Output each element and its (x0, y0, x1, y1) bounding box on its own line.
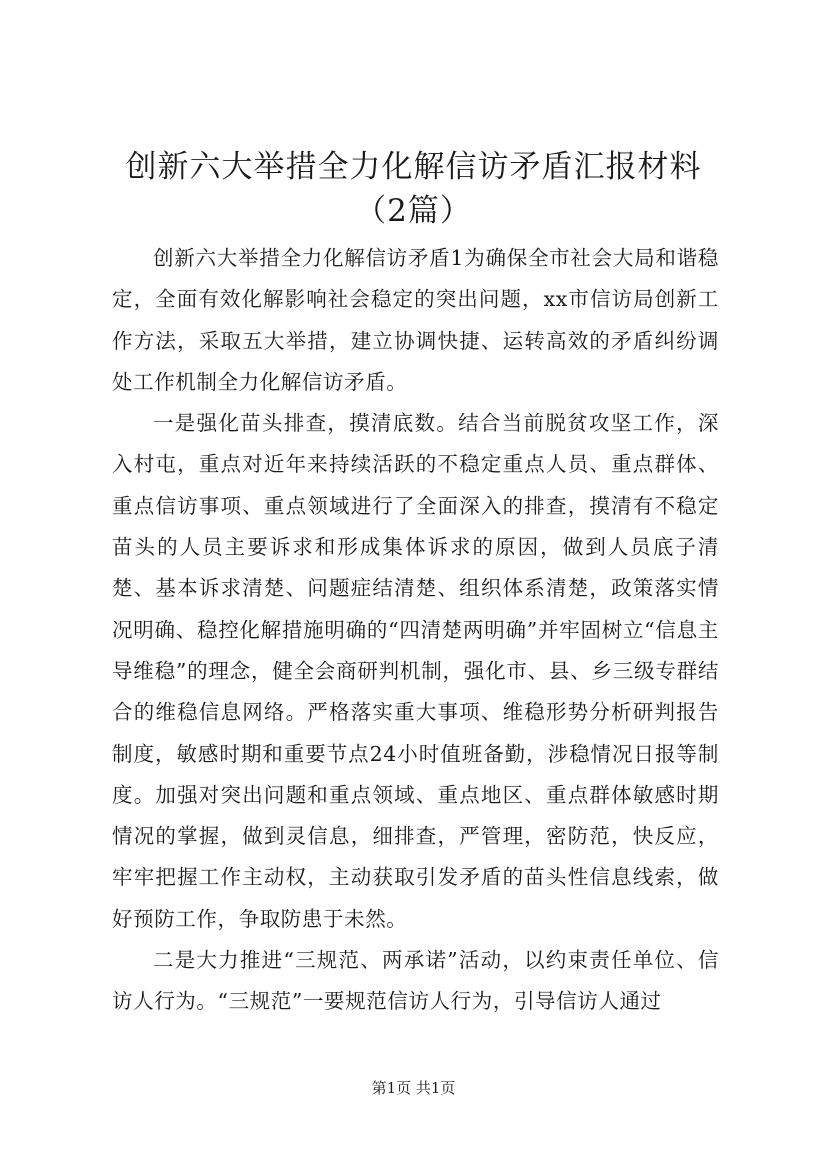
paragraph-measure-two: 二是大力推进“三规范、两承诺”活动，以约束责任单位、信访人行为。“三规范”一要规范信访人行为，引导信访人通过 (112, 948, 719, 1014)
page-footer: 第1页 共1页 (371, 1079, 456, 1097)
document-body (112, 238, 719, 1023)
document-title: 创新六大举措全力化解信访矛盾汇报材料（2篇） (125, 149, 702, 229)
paragraph-measure-one: 一是强化苗头排查，摸清底数。结合当前脱贫攻坚工作，深入村屯，重点对近年来持续活跃的不稳定重点人员、重点群体、重点信访事项、重点领域进行了全面深入的排查，摸清有不稳定苗头的人员主要诉求和形成集体诉求的原因，做到人员底子清楚、基本诉求清楚、问题症结清楚、组织体系清楚，政策落实情况明确、稳控化解措施明确的“四清楚两明确”并牢固树立“信息主导维稳”的理念，健全会商研判机制，强化市、县、乡三级专群结合的维稳信息网络。严格落实重大事项、维稳形势分析研判报告制度，敏感时期和重要节点24小时值班备勤，涉稳情况日报等制度。加强对突出问题和重点领域、重点地区、重点群体敏感时期情况的掌握，做到灵信息，细排查，严管理，密防范，快反应，牢牢把握工作主动权，主动获取引发矛盾的苗头性信息线索，做好预防工作，争取防患于未然。 (112, 411, 719, 931)
paragraph-intro: 创新六大举措全力化解信访矛盾1为确保全市社会大局和谐稳定，全面有效化解影响社会稳定的突出问题，xx市信访局创新工作方法，采取五大举措，建立协调快捷、运转高效的矛盾纠纷调处工作机制全力化解信访矛盾。 (112, 246, 719, 394)
